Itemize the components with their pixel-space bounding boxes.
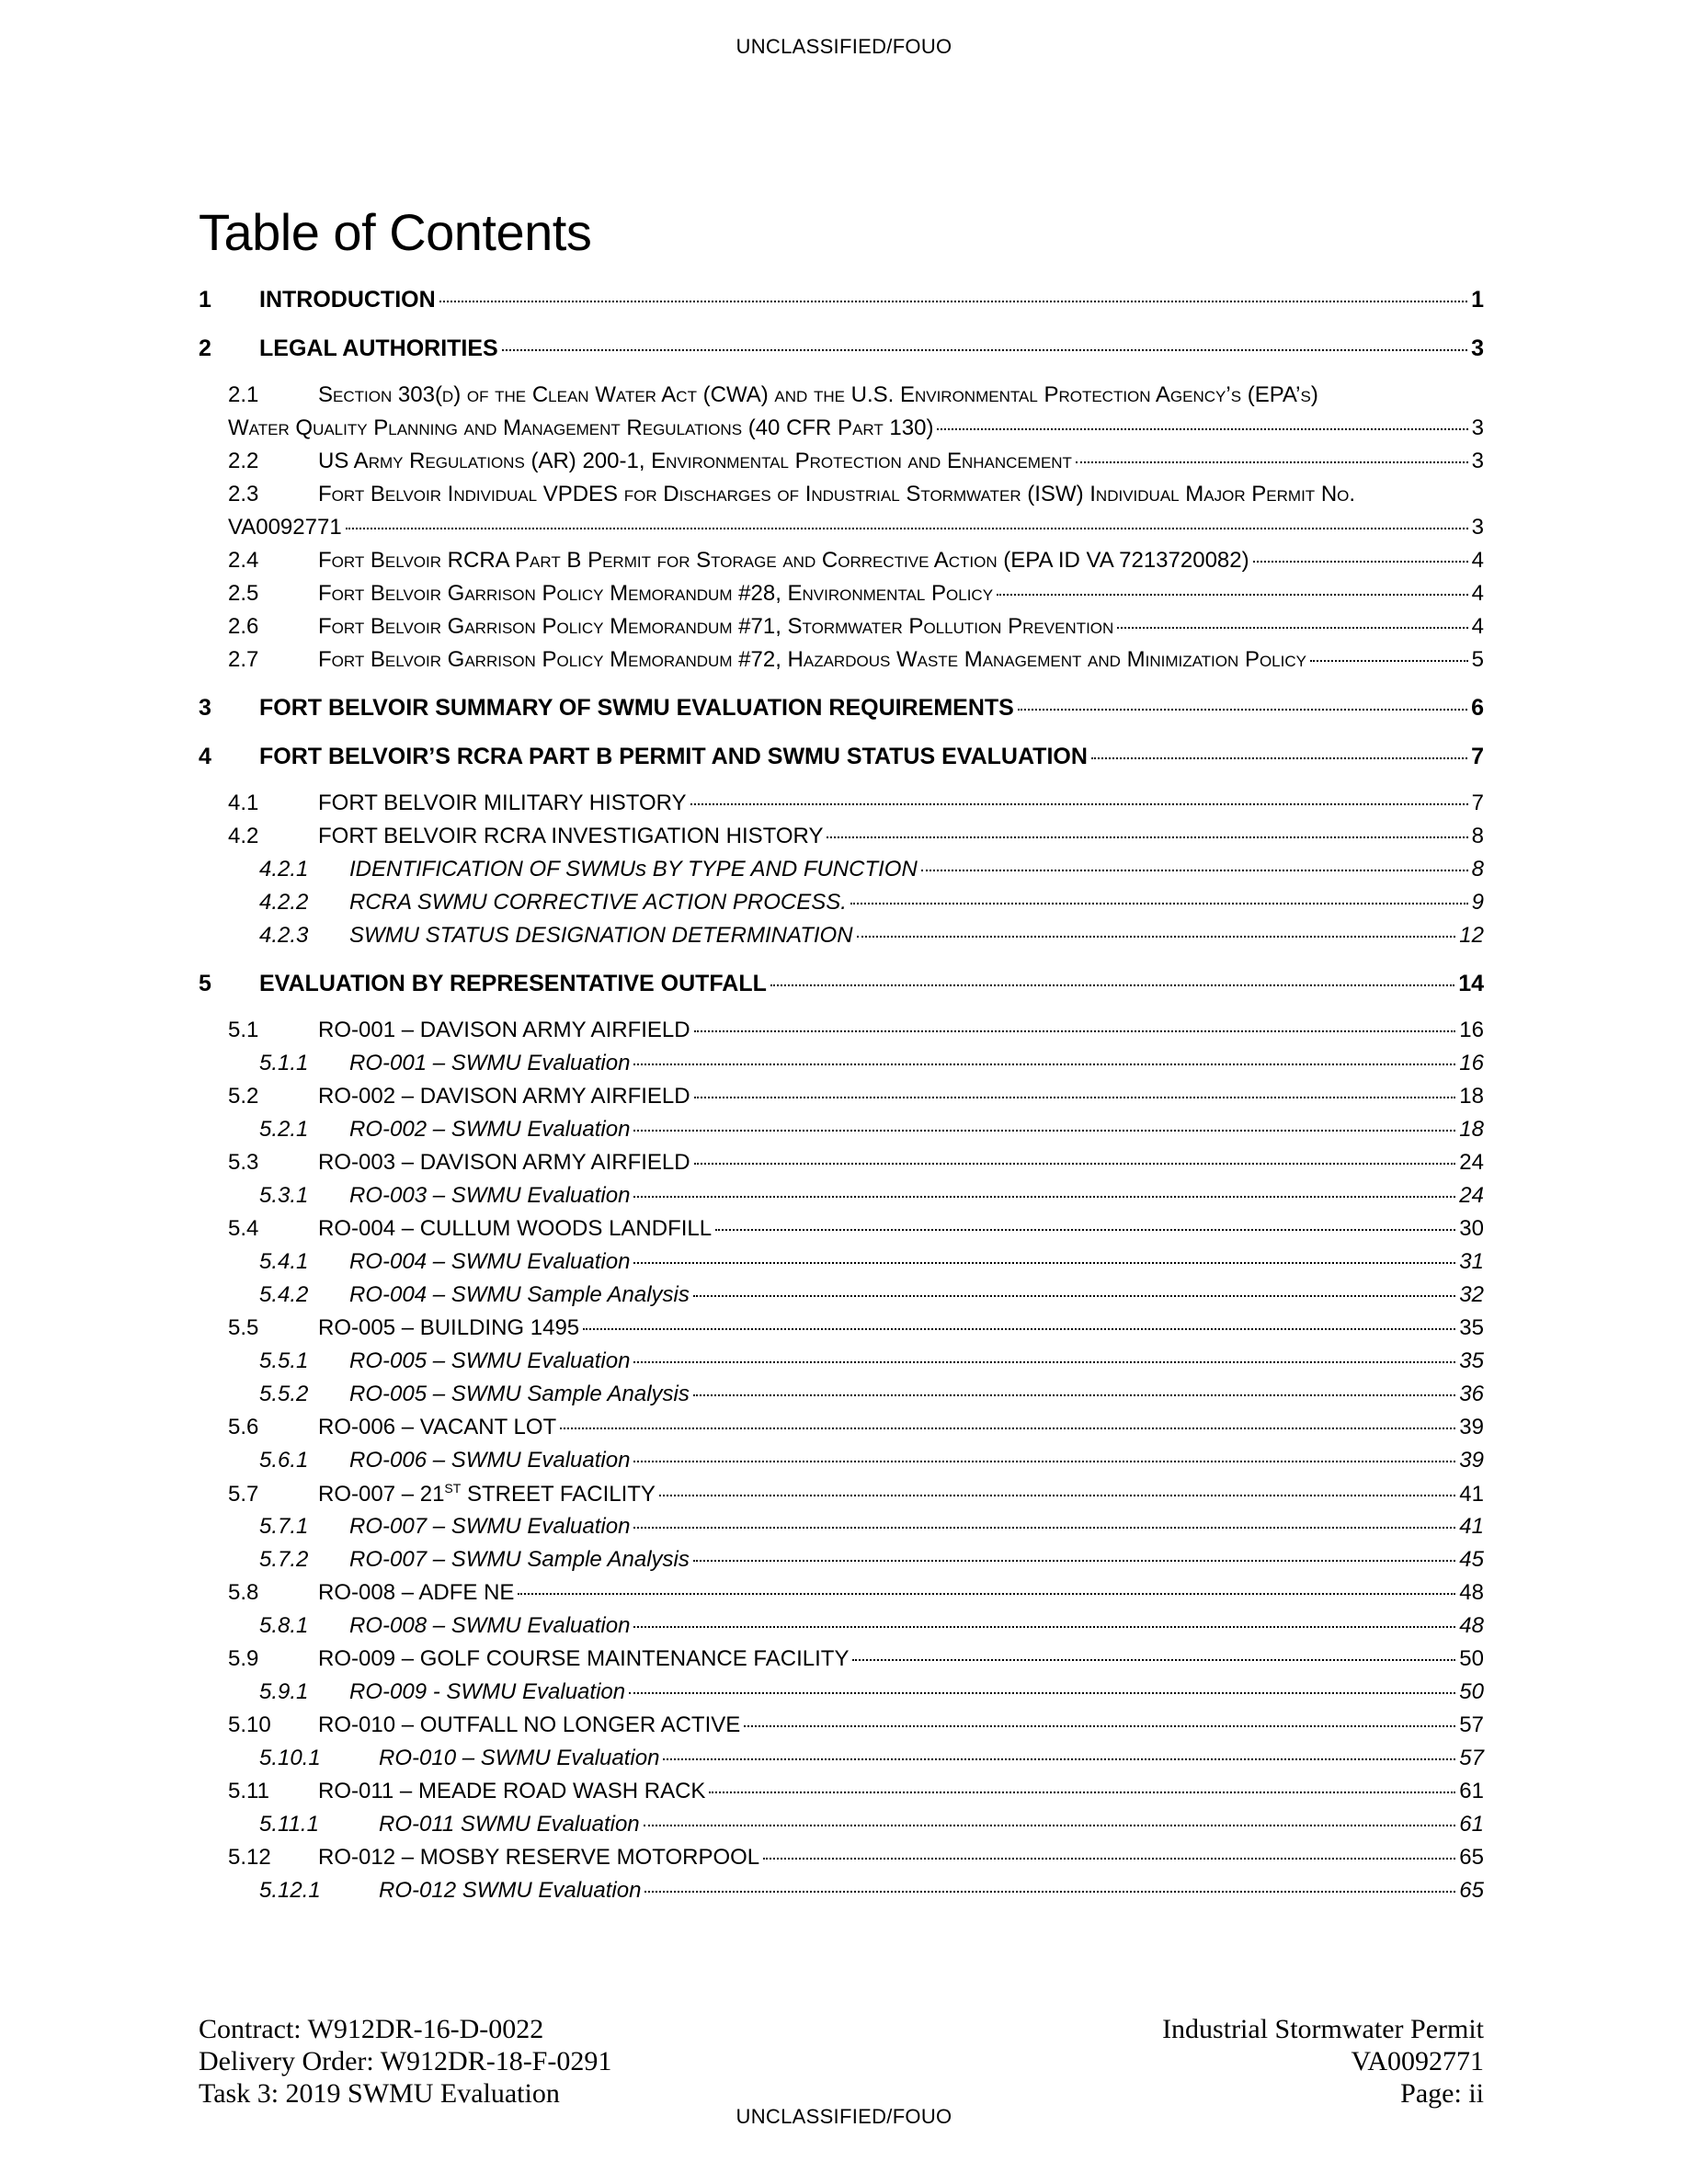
dot-leader	[694, 1097, 1456, 1098]
toc-entry-page: 30	[1459, 1216, 1484, 1241]
toc-entry[interactable]	[199, 1315, 1484, 1348]
toc-entry-title	[379, 1812, 640, 1837]
toc-entry-page: 9	[1471, 890, 1484, 915]
toc-entry-page: 61	[1459, 1779, 1484, 1803]
dot-leader	[346, 528, 1468, 529]
toc-entry-title	[318, 1216, 712, 1242]
toc-entry-page: 65	[1459, 1845, 1484, 1870]
toc-entry-page: 5	[1471, 647, 1484, 672]
toc-entry-number: 5.4.1	[259, 1249, 309, 1274]
toc-entry-page: 3	[1471, 336, 1484, 361]
toc-entry[interactable]	[199, 1018, 1484, 1051]
toc-entry-page: 14	[1458, 971, 1484, 996]
toc-entry-title	[318, 1415, 556, 1440]
dot-leader	[763, 1858, 1455, 1860]
dot-leader	[1076, 461, 1468, 463]
classification-marking-bottom: UNCLASSIFIED/FOUO	[736, 2105, 952, 2128]
toc-entry[interactable]	[199, 1746, 1484, 1779]
toc-entry-title: Section 303(d) of the Clean Water Act (CWA) and the U.S. Environmental Protection Agency’s (EPA’s)	[318, 382, 1318, 407]
toc-entry-title	[318, 1481, 656, 1507]
toc-entry[interactable]	[199, 1613, 1484, 1646]
toc-entry-page: 1	[1471, 287, 1484, 313]
dot-leader	[644, 1825, 1456, 1826]
toc-entry-number: 5.10	[228, 1712, 271, 1737]
dot-leader	[439, 301, 1467, 302]
toc-entry-title-text: EVALUATION BY REPRESENTATIVE OUTFALL	[259, 971, 767, 996]
toc-entry-number: 5.7.1	[259, 1514, 309, 1539]
dot-leader	[693, 1560, 1455, 1562]
toc-entry-number: 5.9	[228, 1646, 259, 1671]
toc-entry-title-text: STREET FACILITY	[461, 1482, 656, 1507]
toc-entry-title-text: RO-008 – SWMU Evaluation	[349, 1613, 631, 1638]
footer-left	[199, 2013, 611, 2110]
toc-entry[interactable]	[199, 548, 1484, 581]
toc-entry-number: 2.3	[228, 482, 259, 506]
toc-entry-title	[349, 1348, 630, 1374]
toc-entry-title	[349, 1382, 690, 1407]
toc-entry-number: 5.12	[228, 1845, 271, 1870]
toc-entry-title-text: RO-007 – SWMU Sample Analysis	[349, 1547, 690, 1572]
toc-entry[interactable]	[199, 890, 1484, 923]
toc-entry-title	[318, 1845, 759, 1871]
toc-entry-number: 5.1.1	[259, 1051, 309, 1075]
toc-entry-page: 8	[1471, 824, 1484, 848]
toc-entry-number: 1	[199, 287, 211, 313]
toc-entry-title-text: Fort Belvoir Garrison Policy Memorandum #71, Stormwater Pollution Prevention	[318, 614, 1114, 639]
toc-entry-title	[318, 581, 993, 607]
toc-entry-title	[318, 1084, 690, 1109]
toc-entry[interactable]	[199, 1547, 1484, 1580]
toc-entry-number: 5.8.1	[259, 1613, 309, 1638]
toc-entry-page: 24	[1459, 1183, 1484, 1208]
footer-right	[1162, 2013, 1484, 2110]
toc-entry-title	[349, 1249, 630, 1275]
toc-entry-title-text: RO-005 – BUILDING 1495	[318, 1315, 580, 1340]
toc-entry-page: 65	[1459, 1878, 1484, 1903]
toc-entry-number: 5.11	[228, 1779, 269, 1803]
toc-entry-page: 12	[1459, 923, 1484, 948]
toc-entry-title-text: RO-005 – SWMU Evaluation	[349, 1348, 631, 1373]
toc-entry-page: 32	[1459, 1282, 1484, 1307]
dot-leader	[633, 1064, 1455, 1065]
toc-entry-page: 7	[1471, 791, 1484, 815]
toc-entry-page: 35	[1459, 1315, 1484, 1340]
toc-entry-title-text: RO-003 – SWMU Evaluation	[349, 1183, 631, 1208]
toc-entry[interactable]	[199, 1348, 1484, 1382]
toc-entry-number: 2.5	[228, 581, 259, 606]
table-of-contents	[199, 287, 1484, 1911]
toc-entry-number: 3	[199, 695, 211, 721]
dot-leader	[827, 836, 1467, 838]
toc-entry-number: 5.7	[228, 1482, 259, 1507]
dot-leader	[1310, 660, 1468, 662]
dot-leader	[633, 1626, 1455, 1628]
toc-entry-title	[318, 1779, 705, 1804]
toc-entry-page: 41	[1459, 1482, 1484, 1507]
dot-leader	[770, 984, 1454, 986]
toc-entry-number: 2.2	[228, 449, 259, 473]
toc-entry-number: 4.2.2	[259, 890, 309, 915]
dot-leader	[633, 1262, 1455, 1264]
toc-entry-page: 4	[1471, 581, 1484, 606]
page-title: Table of Contents	[199, 203, 592, 261]
toc-entry-title	[349, 1514, 630, 1540]
toc-entry-title	[349, 1183, 630, 1209]
toc-entry-title-text: FORT BELVOIR MILITARY HISTORY	[318, 791, 687, 815]
dot-leader	[659, 1495, 1455, 1496]
toc-entry[interactable]	[199, 287, 1484, 321]
toc-entry-page: 3	[1471, 415, 1484, 440]
toc-entry[interactable]	[199, 647, 1484, 680]
toc-entry-number: 5.4.2	[259, 1282, 309, 1307]
dot-leader	[633, 1527, 1455, 1529]
footer-permit-number: VA0092771	[1351, 2046, 1484, 2076]
toc-entry-page: 16	[1459, 1051, 1484, 1075]
toc-entry-title	[259, 695, 1014, 722]
toc-entry-title	[379, 1878, 641, 1904]
toc-entry-page: 3	[1471, 449, 1484, 473]
dot-leader	[644, 1891, 1455, 1893]
toc-entry-title	[259, 744, 1088, 770]
dot-leader	[502, 349, 1467, 351]
toc-entry-number: 5.5.2	[259, 1382, 309, 1406]
toc-entry-title: Water Quality Planning and Management Regulations (40 CFR Part 130)	[228, 415, 934, 440]
toc-entry-title	[318, 449, 1072, 474]
footer-contract: Contract: W912DR-16-D-0022	[199, 2014, 544, 2044]
toc-entry-title-text: Fort Belvoir RCRA Part B Permit for Storage and Corrective Action (EPA ID VA 7213720082)	[318, 548, 1249, 573]
toc-entry-line1	[199, 482, 1484, 515]
toc-entry-title-text: SWMU STATUS DESIGNATION DETERMINATION	[349, 923, 853, 948]
toc-entry-page: 48	[1459, 1613, 1484, 1638]
toc-entry-number: 5.6.1	[259, 1448, 309, 1473]
toc-entry[interactable]	[199, 415, 1484, 449]
toc-entry-page: 24	[1459, 1150, 1484, 1175]
toc-entry-title: Fort Belvoir Individual VPDES for Discharges of Industrial Stormwater (ISW) Individual Major Permit No.	[318, 482, 1356, 506]
toc-entry[interactable]	[199, 857, 1484, 890]
toc-entry-title	[318, 1315, 579, 1341]
toc-entry-page: 39	[1459, 1415, 1484, 1439]
toc-entry[interactable]	[199, 1481, 1484, 1514]
toc-entry-number: 4.2.3	[259, 923, 309, 948]
toc-entry-title	[318, 614, 1113, 640]
toc-entry-title-text: FORT BELVOIR SUMMARY OF SWMU EVALUATION REQUIREMENTS	[259, 695, 1014, 721]
toc-entry[interactable]	[199, 1712, 1484, 1746]
toc-entry-number: 5.3	[228, 1150, 259, 1175]
toc-entry-number: 5.2.1	[259, 1117, 309, 1142]
toc-entry-page: 48	[1459, 1580, 1484, 1605]
toc-entry-title	[259, 336, 498, 362]
dot-leader	[633, 1361, 1455, 1363]
toc-entry[interactable]	[199, 1812, 1484, 1845]
footer-delivery-order: Delivery Order: W912DR-18-F-0291	[199, 2046, 612, 2076]
toc-entry-page: 7	[1471, 744, 1484, 769]
toc-entry-page: 31	[1459, 1249, 1484, 1274]
toc-entry-title-text: RO-003 – DAVISON ARMY AIRFIELD	[318, 1150, 690, 1175]
dot-leader	[629, 1692, 1455, 1694]
toc-entry[interactable]	[199, 791, 1484, 824]
toc-entry-title-text: RO-011 SWMU Evaluation	[379, 1812, 640, 1837]
footer-page-number: Page: ii	[1400, 2078, 1484, 2109]
toc-entry-title-text: RO-010 – SWMU Evaluation	[379, 1746, 660, 1770]
toc-entry-title-text: RO-002 – DAVISON ARMY AIRFIELD	[318, 1084, 690, 1109]
toc-entry-title-text: RO-004 – SWMU Sample Analysis	[349, 1282, 690, 1307]
dot-leader	[633, 1461, 1455, 1462]
toc-entry-title	[318, 824, 823, 849]
toc-entry-number: 4.1	[228, 791, 259, 815]
toc-entry[interactable]	[199, 1415, 1484, 1448]
toc-entry-line1	[199, 382, 1484, 415]
toc-entry-title	[379, 1746, 659, 1771]
toc-entry-number: 5.6	[228, 1415, 259, 1439]
toc-entry-title-text: RO-006 – SWMU Evaluation	[349, 1448, 631, 1473]
toc-entry-title-text: RO-009 - SWMU Evaluation	[349, 1679, 626, 1704]
toc-entry-title	[349, 1547, 690, 1573]
toc-entry-title	[349, 1282, 690, 1308]
toc-entry-number: 5.8	[228, 1580, 259, 1605]
toc-entry-number: 5.11.1	[259, 1812, 319, 1837]
toc-entry-number: 4.2.1	[259, 857, 309, 882]
dot-leader	[857, 936, 1456, 938]
toc-entry-page: 61	[1459, 1812, 1484, 1837]
toc-entry-title-text: FORT BELVOIR’S RCRA PART B PERMIT AND SWMU STATUS EVALUATION	[259, 744, 1088, 769]
dot-leader	[663, 1758, 1455, 1760]
toc-entry-number: 5.5.1	[259, 1348, 309, 1373]
toc-entry[interactable]	[199, 1845, 1484, 1878]
dot-leader	[633, 1196, 1455, 1198]
toc-entry-superscript: ST	[444, 1481, 462, 1496]
toc-entry[interactable]	[199, 1183, 1484, 1216]
toc-entry-title-text: RO-009 – GOLF COURSE MAINTENANCE FACILITY	[318, 1646, 850, 1671]
toc-entry-title-text: IDENTIFICATION OF SWMUs BY TYPE AND FUNCTION	[349, 857, 918, 882]
toc-entry-page: 57	[1459, 1712, 1484, 1737]
toc-entry-page: 39	[1459, 1448, 1484, 1473]
toc-entry-page: 8	[1471, 857, 1484, 882]
toc-entry-number: 2	[199, 336, 211, 361]
dot-leader	[1253, 561, 1468, 563]
toc-entry-number: 2.4	[228, 548, 259, 573]
toc-entry-title-text: RO-011 – MEADE ROAD WASH RACK	[318, 1779, 706, 1803]
toc-entry-number: 5.4	[228, 1216, 259, 1241]
dot-leader	[694, 1163, 1456, 1165]
toc-entry-title-text: RO-008 – ADFE NE	[318, 1580, 515, 1605]
toc-entry-number: 5.12.1	[259, 1878, 321, 1903]
toc-entry[interactable]	[199, 1779, 1484, 1812]
toc-entry-title	[259, 971, 767, 997]
toc-entry-title	[349, 1051, 630, 1076]
toc-entry-page: 45	[1459, 1547, 1484, 1572]
toc-entry-title-text: RO-010 – OUTFALL NO LONGER ACTIVE	[318, 1712, 741, 1737]
toc-entry-number: 2.6	[228, 614, 259, 639]
toc-entry-title-text: RO-004 – SWMU Evaluation	[349, 1249, 631, 1274]
toc-entry-title	[349, 1679, 625, 1705]
dot-leader	[1091, 757, 1467, 759]
toc-entry[interactable]	[199, 449, 1484, 482]
toc-entry-number: 5	[199, 971, 211, 996]
toc-entry[interactable]	[199, 824, 1484, 857]
toc-entry-title-text: RO-001 – SWMU Evaluation	[349, 1051, 631, 1075]
toc-entry[interactable]	[199, 1679, 1484, 1712]
toc-entry-title	[318, 791, 687, 816]
footer-permit-name: Industrial Stormwater Permit	[1162, 2014, 1484, 2044]
toc-entry-title-text: RO-002 – SWMU Evaluation	[349, 1117, 631, 1142]
toc-entry-title-text: RO-006 – VACANT LOT	[318, 1415, 557, 1439]
toc-entry-number: 5.5	[228, 1315, 259, 1340]
toc-entry-title	[318, 1580, 514, 1606]
toc-entry-title	[259, 287, 436, 313]
dot-leader	[852, 1659, 1455, 1661]
toc-entry[interactable]	[199, 581, 1484, 614]
toc-entry-number: 5.3.1	[259, 1183, 309, 1208]
dot-leader	[694, 1030, 1456, 1032]
toc-entry-page: 3	[1471, 515, 1484, 540]
dot-leader	[560, 1428, 1455, 1429]
toc-entry-title-text: RO-004 – CULLUM WOODS LANDFILL	[318, 1216, 713, 1241]
toc-entry[interactable]	[199, 923, 1484, 956]
toc-entry-title-text: RO-012 – MOSBY RESERVE MOTORPOOL	[318, 1845, 760, 1870]
toc-entry[interactable]	[199, 1282, 1484, 1315]
toc-entry[interactable]	[199, 1514, 1484, 1547]
toc-entry-title-text: FORT BELVOIR RCRA INVESTIGATION HISTORY	[318, 824, 824, 848]
toc-entry-number: 4.2	[228, 824, 259, 848]
footer-task: Task 3: 2019 SWMU Evaluation	[199, 2078, 560, 2109]
toc-entry[interactable]	[199, 1382, 1484, 1415]
toc-entry-title	[318, 1646, 849, 1672]
toc-entry-number: 5.10.1	[259, 1746, 321, 1770]
toc-entry-title-text: US Army Regulations (AR) 200-1, Environmental Protection and Enhancement	[318, 449, 1072, 473]
toc-entry[interactable]	[199, 1580, 1484, 1613]
toc-entry-title-text: LEGAL AUTHORITIES	[259, 336, 498, 361]
toc-entry-page: 35	[1459, 1348, 1484, 1373]
dot-leader	[693, 1394, 1455, 1396]
toc-entry-title-text: RO-005 – SWMU Sample Analysis	[349, 1382, 690, 1406]
toc-entry-title	[349, 857, 918, 882]
dot-leader	[690, 803, 1468, 805]
toc-entry[interactable]	[199, 515, 1484, 548]
toc-entry[interactable]	[199, 1216, 1484, 1249]
toc-entry-number: 5.2	[228, 1084, 259, 1109]
toc-entry-page: 36	[1459, 1382, 1484, 1406]
toc-entry-page: 50	[1459, 1679, 1484, 1704]
dot-leader	[633, 1130, 1455, 1132]
toc-entry-page: 16	[1459, 1018, 1484, 1042]
toc-entry[interactable]	[199, 971, 1484, 1005]
classification-marking-top: UNCLASSIFIED/FOUO	[736, 35, 952, 58]
toc-entry[interactable]	[199, 1878, 1484, 1911]
dot-leader	[1117, 627, 1467, 629]
toc-entry[interactable]	[199, 695, 1484, 729]
toc-entry-page: 18	[1459, 1084, 1484, 1109]
toc-entry-title	[349, 1613, 630, 1639]
toc-entry[interactable]	[199, 744, 1484, 778]
dot-leader	[937, 428, 1467, 430]
dot-leader	[1018, 709, 1467, 711]
dot-leader	[715, 1229, 1455, 1231]
dot-leader	[518, 1593, 1455, 1595]
toc-entry[interactable]	[199, 1084, 1484, 1117]
toc-entry-page: 18	[1459, 1117, 1484, 1142]
toc-entry[interactable]	[199, 1249, 1484, 1282]
toc-entry-title-text: RO-007 – 21	[318, 1482, 445, 1507]
toc-entry-page: 4	[1471, 548, 1484, 573]
toc-entry-title-text: Fort Belvoir Garrison Policy Memorandum #72, Hazardous Waste Management and Minimization Policy	[318, 647, 1306, 672]
toc-entry-page: 6	[1471, 695, 1484, 721]
dot-leader	[744, 1725, 1455, 1727]
toc-entry-title	[349, 1117, 630, 1143]
toc-entry-title	[349, 890, 847, 916]
toc-entry-title-text: RCRA SWMU CORRECTIVE ACTION PROCESS.	[349, 890, 847, 915]
toc-entry-title-text: Fort Belvoir Garrison Policy Memorandum #28, Environmental Policy	[318, 581, 994, 606]
toc-entry-title-text: RO-001 – DAVISON ARMY AIRFIELD	[318, 1018, 690, 1042]
toc-entry[interactable]	[199, 1051, 1484, 1084]
toc-entry-title	[318, 647, 1306, 673]
toc-entry[interactable]	[199, 1117, 1484, 1150]
toc-entry-number: 5.9.1	[259, 1679, 309, 1704]
toc-entry-title: VA0092771	[228, 515, 342, 540]
toc-entry-title	[349, 923, 853, 949]
dot-leader	[693, 1295, 1455, 1297]
toc-entry-number: 5.7.2	[259, 1547, 309, 1572]
toc-entry-number: 2.1	[228, 382, 259, 407]
toc-entry-title-text: RO-007 – SWMU Evaluation	[349, 1514, 631, 1539]
toc-entry-page: 57	[1459, 1746, 1484, 1770]
toc-entry-page: 50	[1459, 1646, 1484, 1671]
toc-entry-page: 41	[1459, 1514, 1484, 1539]
toc-entry-number: 2.7	[228, 647, 259, 672]
dot-leader	[850, 903, 1468, 904]
toc-entry-title-text: RO-012 SWMU Evaluation	[379, 1878, 642, 1903]
dot-leader	[583, 1328, 1455, 1330]
toc-entry-title	[318, 1712, 740, 1738]
dot-leader	[921, 870, 1468, 871]
toc-entry[interactable]	[199, 1150, 1484, 1183]
toc-entry[interactable]	[199, 614, 1484, 647]
toc-entry-number: 5.1	[228, 1018, 259, 1042]
toc-entry-title	[349, 1448, 630, 1473]
toc-entry[interactable]	[199, 1448, 1484, 1481]
toc-entry[interactable]	[199, 336, 1484, 370]
toc-entry-page: 4	[1471, 614, 1484, 639]
toc-entry-title	[318, 548, 1249, 574]
toc-entry-title	[318, 1018, 690, 1043]
toc-entry-title	[318, 1150, 690, 1176]
toc-entry-title-text: INTRODUCTION	[259, 287, 436, 313]
toc-entry-number: 4	[199, 744, 211, 769]
dot-leader	[709, 1792, 1455, 1793]
toc-entry[interactable]	[199, 1646, 1484, 1679]
dot-leader	[997, 594, 1468, 596]
